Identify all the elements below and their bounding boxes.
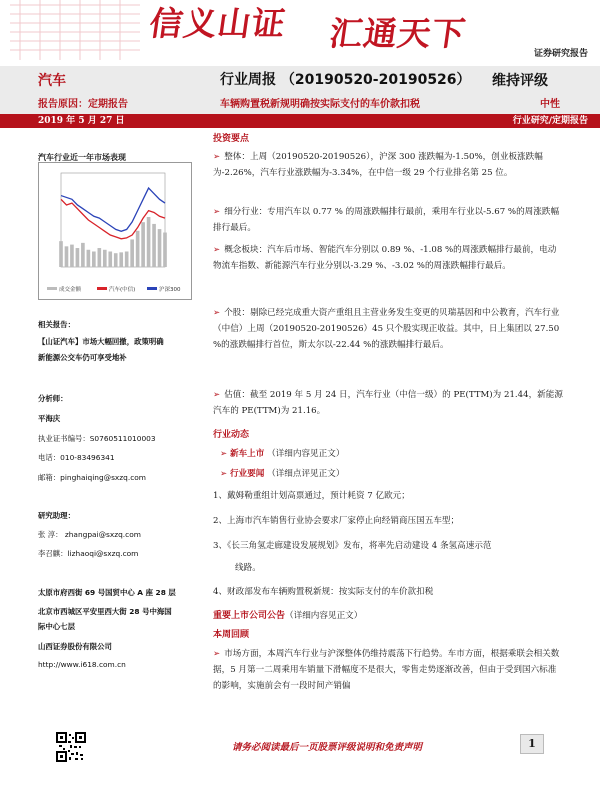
news-item-3: 3、《长三角氢走廊建设发展规划》发布，将率先启动建设 4 条氢高速示范 — [213, 541, 492, 551]
industry-news-item[interactable] — [220, 466, 570, 482]
review-text: 市场方面，本周汽车行业与沪深整体仍维持震荡下行趋势。车市方面，根据乘联会相关数据，5 月第一二周乘用车销量下滑幅度不是很大，零售走势逐渐改善，但由于受到国六标准的影响，实施前会有一段时间产销偏 — [213, 649, 560, 691]
date-bar — [0, 114, 600, 128]
weekly-review-heading — [213, 627, 563, 643]
legend-swatch — [47, 287, 57, 290]
market-chart — [38, 162, 192, 300]
report-type: 行业研究/定期报告 — [512, 116, 588, 126]
assistant-2[interactable]: 李召麒：lizhaoqi@sxzq.com — [38, 549, 139, 558]
legend-label: 汽车(中信) — [109, 287, 136, 293]
rating-label: 维持评级 — [492, 73, 548, 89]
news-item-4: 4、财政部发布车辆购置税新规：按实际支付的车价款扣税 — [213, 587, 434, 597]
address-taiyuan: 太原市府西街 69 号国贸中心 A 座 28 层 — [38, 588, 176, 597]
volume-bar — [70, 245, 74, 267]
legend-swatch — [147, 287, 157, 290]
volume-bar — [114, 253, 118, 267]
arrow-icon: ➢ — [213, 207, 221, 217]
company-announcements-heading — [213, 608, 563, 624]
new-car-item[interactable] — [220, 446, 570, 462]
volume-bar — [136, 231, 140, 267]
highlight-overall — [213, 149, 563, 181]
report-title: 行业周报 （20190520-20190526） — [220, 72, 471, 88]
report-reason: 报告原因：定期报告 — [38, 99, 128, 110]
arrow-icon: ➢ — [213, 308, 221, 318]
industry-news-link[interactable]: 行业要闻 — [229, 469, 265, 479]
section-title: 重要上市公司公告 — [213, 611, 286, 621]
page-number: 1 — [520, 734, 544, 754]
weekly-review-text — [213, 646, 563, 694]
highlight-subsector — [213, 204, 563, 236]
related-report-1[interactable]: 【山证汽车】市场大幅回撤，政策明确 — [38, 337, 164, 346]
analyst-phone: 电话：010-83496341 — [38, 453, 115, 462]
legend-swatch — [97, 287, 107, 290]
volume-bar — [59, 241, 63, 267]
volume-bar — [130, 239, 134, 267]
section-title: 行业动态 — [213, 430, 250, 440]
company-name: 山西证券股份有限公司 — [38, 642, 112, 651]
section-title: 投资要点 — [213, 134, 250, 144]
volume-bar — [65, 246, 69, 267]
industry-name: 汽车 — [38, 73, 66, 89]
highlight-text: 整体：上周（20190520-20190526），沪深 300 涨跌幅为-1.50%，创业板涨跌幅为-2.26%，汽车行业涨跌幅为-3.34%，在中信一级 29 个行业排名第 25 位。 — [213, 152, 543, 178]
arrow-icon: ➢ — [213, 649, 221, 659]
highlight-text: 细分行业：专用汽车以 0.77 % 的周涨跌幅排行最前，乘用车行业以-5.67 %的周涨跌幅排行最后。 — [213, 207, 560, 233]
highlight-text: 个股：剔除已经完成重大资产重组且主营业务发生变更的贝瑞基因和中公教育，汽车行业（中信）上周（20190520-20190526）45 只个股实现正收益。其中，日上集团以 27.50 %的涨跌幅排行首位，斯太尔以-22.44 %的涨跌幅排行最后。 — [213, 308, 560, 350]
report-header — [0, 0, 600, 66]
industry-news-heading — [213, 427, 563, 443]
related-report-2[interactable]: 新能源公交车仍可享受地补 — [38, 353, 127, 362]
volume-bar — [97, 248, 101, 267]
industry-news-note: （详细点评见正文） — [267, 469, 345, 479]
volume-bar — [163, 233, 167, 267]
highlight-text: 估值：截至 2019 年 5 月 24 日，汽车行业（中信一级）的 PE(TTM)为 21.44，新能源汽车的 PE(TTM)为 21.16。 — [213, 390, 563, 416]
related-label: 相关报告： — [38, 320, 75, 329]
volume-bar — [76, 248, 80, 267]
analyst-cert: 执业证书编号：S0760511010003 — [38, 434, 156, 443]
volume-bar — [152, 224, 156, 267]
news-item-3-cont: 线路。 — [235, 563, 261, 573]
legend-label: 沪深300 — [159, 287, 181, 293]
volume-bar — [87, 250, 91, 267]
volume-bar — [141, 222, 145, 267]
arrow-icon: ➢ — [213, 152, 221, 162]
volume-bar — [108, 251, 112, 267]
volume-bar — [119, 252, 123, 267]
news-item-2: 2、上海市汽车销售行业协会要求厂家停止向经销商压国五车型； — [213, 516, 460, 526]
legend-label: 成交金额 — [59, 287, 82, 293]
report-category: 证券研究报告 — [533, 49, 588, 59]
section-note: （详细内容见正文） — [285, 611, 363, 621]
section-title: 本周回顾 — [213, 630, 250, 640]
qr-code-icon — [56, 732, 86, 762]
brand-logo-left: 信义山证 — [146, 4, 289, 43]
title-band — [0, 66, 600, 114]
assistant-label: 研究助理： — [38, 511, 75, 520]
decorative-lines — [10, 0, 140, 60]
report-headline: 车辆购置税新规明确按实际支付的车价款扣税 — [220, 99, 420, 110]
arrow-icon: ➢ — [220, 449, 228, 459]
highlight-valuation — [213, 387, 563, 419]
analyst-label: 分析师： — [38, 394, 68, 403]
chart-title: 汽车行业近一年市场表现 — [38, 153, 126, 162]
volume-bar — [158, 229, 162, 267]
report-date: 2019 年 5 月 27 日 — [38, 116, 125, 126]
arrow-icon: ➢ — [220, 469, 228, 479]
volume-bar — [81, 243, 85, 267]
analyst-name: 平海庆 — [38, 414, 61, 423]
volume-bar — [125, 251, 129, 267]
disclaimer-notice[interactable]: 请务必阅读最后一页股票评级说明和免责声明 — [232, 742, 423, 753]
arrow-icon: ➢ — [213, 245, 221, 255]
highlight-stocks — [213, 305, 563, 353]
rating-value: 中性 — [540, 99, 560, 110]
brand-logo-right: 汇通天下 — [326, 14, 469, 53]
investment-highlights-heading — [213, 131, 563, 147]
address-beijing: 北京市西城区平安里西大街 28 号中海国 — [38, 607, 172, 616]
analyst-email[interactable]: 邮箱：pinghaiqing@sxzq.com — [38, 473, 146, 482]
assistant-1[interactable]: 张 淳： zhangpai@sxzq.com — [38, 530, 141, 539]
highlight-text: 概念板块：汽车后市场、智能汽车分别以 0.89 %、-1.08 %的周涨跌幅排行最前，电动物流车指数、新能源汽车行业分别以-3.29 %、-3.02 %的周涨跌幅排行最后。 — [213, 245, 557, 271]
company-website[interactable]: http://www.i618.com.cn — [38, 660, 126, 669]
volume-bar — [92, 251, 96, 267]
new-car-note: （详细内容见正文） — [267, 449, 345, 459]
highlight-concept — [213, 242, 563, 274]
address-beijing-cont: 际中心七层 — [38, 622, 75, 631]
volume-bar — [147, 217, 151, 267]
news-item-1: 1、戴姆勒重组计划高票通过，预计耗资 7 亿欧元； — [213, 491, 410, 501]
volume-bar — [103, 250, 107, 267]
arrow-icon: ➢ — [213, 390, 221, 400]
new-car-link[interactable]: 新车上市 — [229, 449, 265, 459]
market-chart-svg — [39, 163, 191, 299]
